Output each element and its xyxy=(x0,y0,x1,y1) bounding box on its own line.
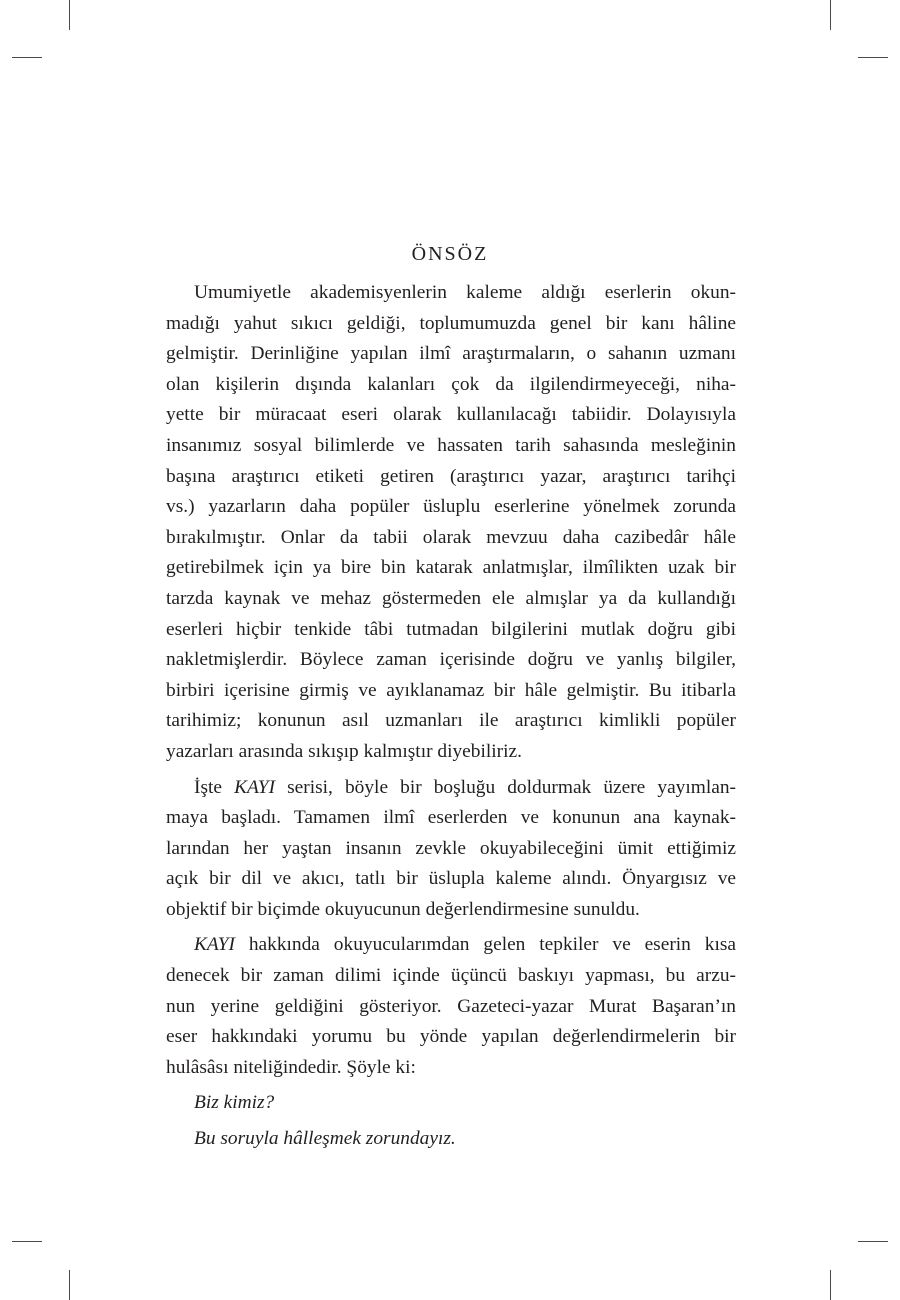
text-line: Umumiyetle akademisyenlerin kaleme aldığı eserlerin okun- xyxy=(194,282,736,303)
page-title: ÖNSÖZ xyxy=(411,243,489,265)
verse-line-2: Bu soruyla hâlleşmek zorundayız. xyxy=(194,1128,456,1150)
text-line: başına araştırıcı etiketi getiren (araştırıcı yazar, araştırıcı tarihçi xyxy=(166,465,736,487)
text-fragment: hakkında okuyucularımdan gelen tepkiler ve eserin kısa xyxy=(234,934,736,956)
text-line: nun yerine geldiğini gösteriyor. Gazeteci-yazar Murat Başaran’ın xyxy=(166,995,736,1017)
text-line: nakletmişlerdir. Böylece zaman içerisinde doğru ve yanlış bilgiler, xyxy=(166,649,736,671)
text-line: olan kişilerin dışında kalanları çok da ilgilendirmeyeceği, niha- xyxy=(166,373,736,395)
text-line: yazarları arasında sıkışıp kalmıştır diyebiliriz. xyxy=(166,740,522,762)
crop-mark-bottom-right xyxy=(830,1270,831,1300)
text-line: gelmiştir. Derinliğine yapılan ilmî araştırmaların, o sahanın uzmanı xyxy=(166,343,736,365)
text-line: tarzda kaynak ve mehaz göstermeden ele almışlar ya da kullandığı xyxy=(166,587,736,609)
crop-mark-bottom-left xyxy=(69,1270,70,1300)
paragraph-3 xyxy=(166,930,736,1083)
text-line: madığı yahut sıkıcı geldiği, toplumumuzda genel bir kanı hâline xyxy=(166,312,736,334)
text-line xyxy=(166,930,736,961)
text-line: hulâsâsı niteliğindedir. Şöyle ki: xyxy=(166,1056,416,1078)
text-line: denecek bir zaman dilimi içinde üçüncü baskıyı yapması, bu arzu- xyxy=(166,965,736,987)
series-name: KAYI xyxy=(194,934,235,956)
text-line: bırakılmıştır. Onlar da tabii olarak mevzuu daha cazibedâr hâle xyxy=(166,526,736,548)
crop-mark-left-bottom xyxy=(12,1241,42,1242)
paragraph-2 xyxy=(166,773,736,926)
text-line xyxy=(166,773,736,804)
text-line: insanımız sosyal bilimlerde ve hassaten tarih sahasında mesleğinin xyxy=(166,434,736,456)
text-line: vs.) yazarların daha popüler üsluplu eserlerine yönelmek zorunda xyxy=(166,496,736,518)
text-line: larından her yaştan insanın zevkle okuyabileceğini ümit ettiğimiz xyxy=(166,837,736,859)
text-line: eserleri hiçbir tenkide tâbi tutmadan bilgilerini mutlak doğru gibi xyxy=(166,618,736,640)
text-line: eser hakkındaki yorumu bu yönde yapılan değerlendirmelerin bir xyxy=(166,1026,736,1048)
text-line: açık bir dil ve akıcı, tatlı bir üslupla kaleme alındı. Önyargısız ve xyxy=(166,868,736,890)
text-fragment: İşte xyxy=(194,776,235,798)
text-fragment: serisi, böyle bir boşluğu doldurmak üzere yayımlan- xyxy=(275,776,736,798)
paragraph-1 xyxy=(166,278,736,768)
body-text xyxy=(166,278,736,1155)
crop-mark-right-bottom xyxy=(858,1241,888,1242)
text-line: tarihimiz; konunun asıl uzmanları ile araştırıcı kimlikli popüler xyxy=(166,710,736,732)
series-name: KAYI xyxy=(234,776,276,798)
verse-line-1: Biz kimiz? xyxy=(194,1092,275,1114)
crop-mark-top-right xyxy=(830,0,831,30)
text-line: objektif bir biçimde okuyucunun değerlendirmesine sunuldu. xyxy=(166,898,640,920)
text-line: getirebilmek için ya bire bin katarak anlatmışlar, ilmîlikten uzak bir xyxy=(166,557,736,579)
text-line: yette bir müracaat eseri olarak kullanılacağı tabiidir. Dolayısıyla xyxy=(166,404,736,426)
crop-mark-top-left xyxy=(69,0,70,30)
crop-mark-right-top xyxy=(858,57,888,58)
text-line: maya başladı. Tamamen ilmî eserlerden ve konunun ana kaynak- xyxy=(166,807,736,829)
crop-mark-left-top xyxy=(12,57,42,58)
text-line: birbiri içerisine girmiş ve ayıklanamaz bir hâle gelmiştir. Bu itibarla xyxy=(166,679,736,701)
